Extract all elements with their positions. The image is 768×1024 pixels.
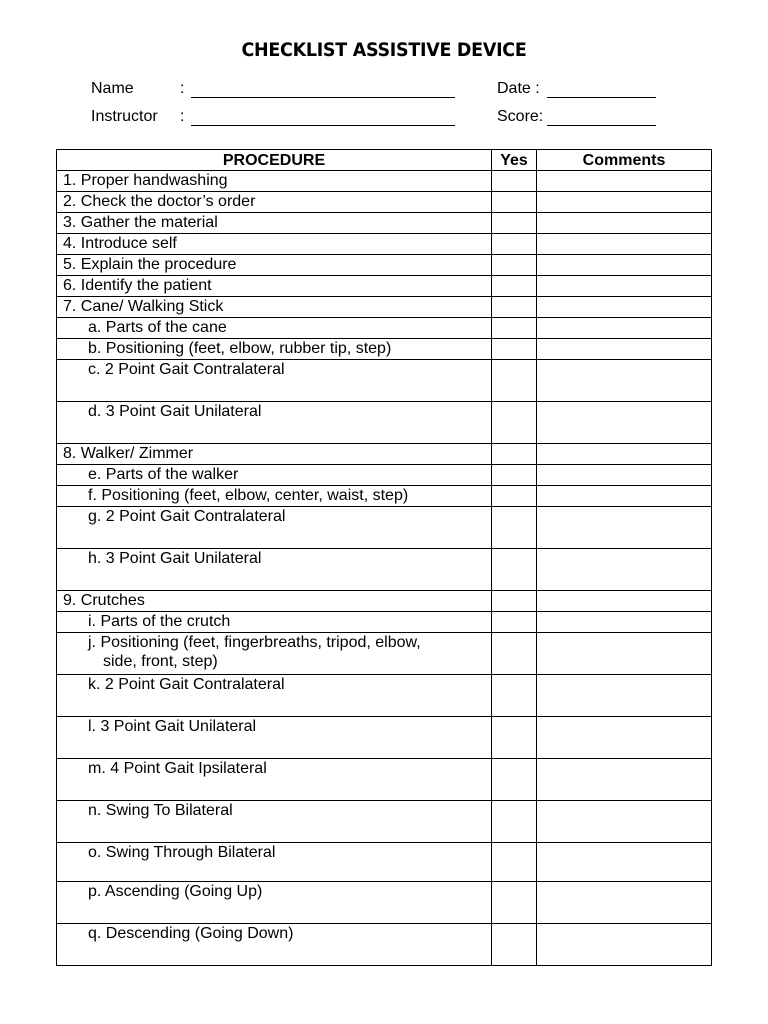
yes-cell[interactable] (492, 360, 537, 402)
procedure-cell: p. Ascending (Going Up) (57, 882, 492, 924)
comments-cell[interactable] (537, 255, 712, 276)
comments-cell[interactable] (537, 882, 712, 924)
comments-cell[interactable] (537, 318, 712, 339)
procedure-cell: k. 2 Point Gait Contralateral (57, 675, 492, 717)
yes-cell[interactable] (492, 402, 537, 444)
comments-cell[interactable] (537, 486, 712, 507)
yes-cell[interactable] (492, 675, 537, 717)
comments-cell[interactable] (537, 507, 712, 549)
name-field-line[interactable] (191, 97, 455, 98)
comments-cell[interactable] (537, 360, 712, 402)
procedure-text-continued: side, front, step) (103, 653, 218, 670)
yes-cell[interactable] (492, 192, 537, 213)
yes-cell[interactable] (492, 276, 537, 297)
instructor-field-line[interactable] (191, 125, 455, 126)
page-title: CHECKLIST ASSISTIVE DEVICE (241, 39, 527, 61)
yes-cell[interactable] (492, 549, 537, 591)
comments-cell[interactable] (537, 549, 712, 591)
procedure-cell: 4. Introduce self (57, 234, 492, 255)
procedure-cell: c. 2 Point Gait Contralateral (57, 360, 492, 402)
comments-cell[interactable] (537, 402, 712, 444)
procedure-cell (57, 633, 492, 675)
yes-cell[interactable] (492, 759, 537, 801)
yes-cell[interactable] (492, 465, 537, 486)
procedure-cell: a. Parts of the cane (57, 318, 492, 339)
yes-cell[interactable] (492, 444, 537, 465)
comments-cell[interactable] (537, 633, 712, 675)
procedure-cell: o. Swing Through Bilateral (57, 843, 492, 882)
comments-cell[interactable] (537, 612, 712, 633)
yes-cell[interactable] (492, 486, 537, 507)
instructor-label: Instructor (91, 108, 158, 125)
score-field-line[interactable] (547, 125, 656, 126)
yes-cell[interactable] (492, 318, 537, 339)
comments-cell[interactable] (537, 717, 712, 759)
comments-cell[interactable] (537, 276, 712, 297)
procedure-cell: e. Parts of the walker (57, 465, 492, 486)
yes-cell[interactable] (492, 234, 537, 255)
name-label: Name (91, 80, 134, 97)
name-colon: : (180, 80, 185, 97)
comments-cell[interactable] (537, 675, 712, 717)
yes-cell[interactable] (492, 507, 537, 549)
procedure-cell: 2. Check the doctor’s order (57, 192, 492, 213)
procedure-cell: f. Positioning (feet, elbow, center, waist, step) (57, 486, 492, 507)
comments-cell[interactable] (537, 297, 712, 318)
yes-cell[interactable] (492, 297, 537, 318)
yes-cell[interactable] (492, 843, 537, 882)
yes-cell[interactable] (492, 591, 537, 612)
yes-cell[interactable] (492, 255, 537, 276)
procedure-cell: 6. Identify the patient (57, 276, 492, 297)
procedure-cell: l. 3 Point Gait Unilateral (57, 717, 492, 759)
comments-cell[interactable] (537, 843, 712, 882)
yes-cell[interactable] (492, 633, 537, 675)
yes-cell[interactable] (492, 801, 537, 843)
checklist-table (56, 149, 712, 966)
yes-cell[interactable] (492, 171, 537, 192)
yes-header: Yes (492, 150, 537, 171)
procedure-cell: h. 3 Point Gait Unilateral (57, 549, 492, 591)
yes-cell[interactable] (492, 213, 537, 234)
instructor-colon: : (180, 108, 185, 125)
yes-cell[interactable] (492, 339, 537, 360)
score-label: Score: (497, 108, 544, 125)
comments-cell[interactable] (537, 801, 712, 843)
comments-cell[interactable] (537, 465, 712, 486)
procedure-cell: d. 3 Point Gait Unilateral (57, 402, 492, 444)
yes-cell[interactable] (492, 717, 537, 759)
comments-header: Comments (537, 150, 712, 171)
procedure-cell: 8. Walker/ Zimmer (57, 444, 492, 465)
procedure-cell: b. Positioning (feet, elbow, rubber tip, step) (57, 339, 492, 360)
comments-cell[interactable] (537, 924, 712, 966)
procedure-header: PROCEDURE (57, 150, 492, 171)
procedure-cell: m. 4 Point Gait Ipsilateral (57, 759, 492, 801)
yes-cell[interactable] (492, 612, 537, 633)
date-field-line[interactable] (547, 97, 656, 98)
comments-cell[interactable] (537, 591, 712, 612)
procedure-text: j. Positioning (feet, fingerbreaths, tripod, elbow, (88, 634, 421, 651)
procedure-cell: 1. Proper handwashing (57, 171, 492, 192)
comments-cell[interactable] (537, 213, 712, 234)
yes-cell[interactable] (492, 924, 537, 966)
procedure-cell: 3. Gather the material (57, 213, 492, 234)
yes-cell[interactable] (492, 882, 537, 924)
comments-cell[interactable] (537, 759, 712, 801)
comments-cell[interactable] (537, 171, 712, 192)
procedure-cell: n. Swing To Bilateral (57, 801, 492, 843)
procedure-cell: i. Parts of the crutch (57, 612, 492, 633)
procedure-cell: 9. Crutches (57, 591, 492, 612)
procedure-cell: 7. Cane/ Walking Stick (57, 297, 492, 318)
comments-cell[interactable] (537, 444, 712, 465)
comments-cell[interactable] (537, 339, 712, 360)
comments-cell[interactable] (537, 234, 712, 255)
date-label: Date : (497, 80, 540, 97)
procedure-cell: q. Descending (Going Down) (57, 924, 492, 966)
procedure-cell: g. 2 Point Gait Contralateral (57, 507, 492, 549)
procedure-cell: 5. Explain the procedure (57, 255, 492, 276)
comments-cell[interactable] (537, 192, 712, 213)
